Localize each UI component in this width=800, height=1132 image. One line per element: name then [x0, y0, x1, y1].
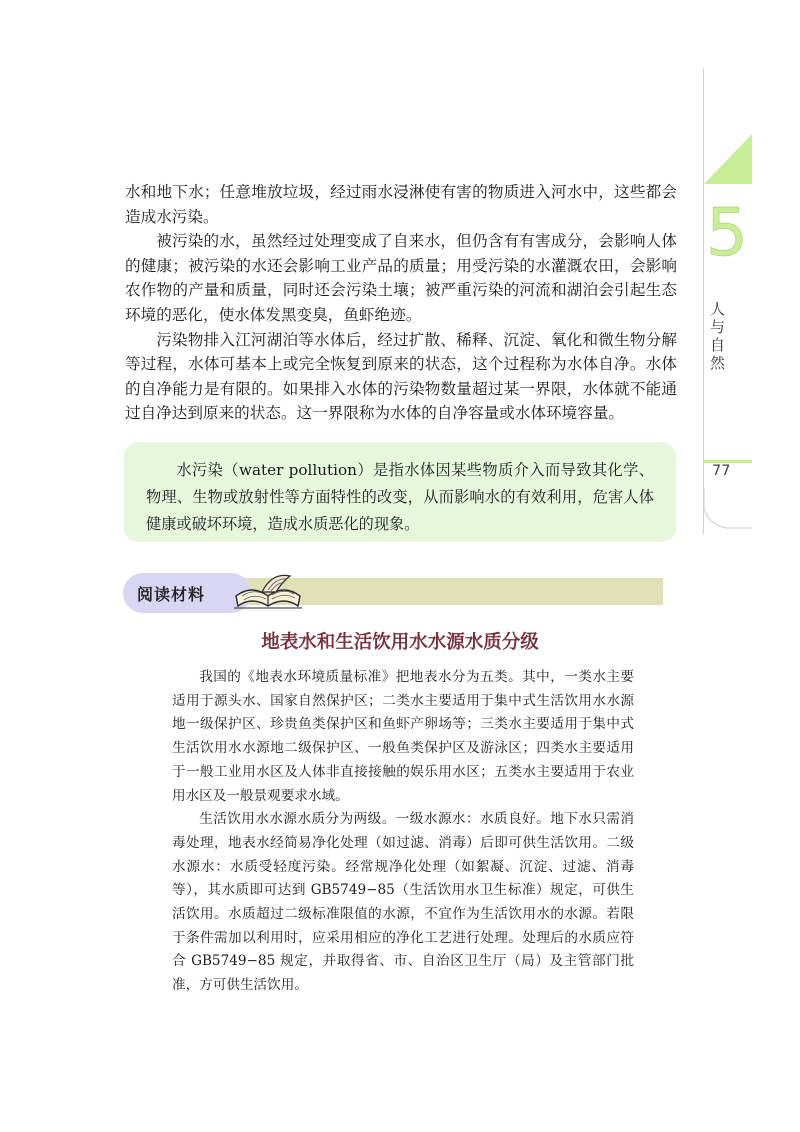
reading-text — [172, 666, 634, 998]
chapter-tab-triangle — [704, 134, 752, 184]
chapter-title: 人与自然 — [710, 300, 726, 372]
reading-paragraph-drinking-water: 生活饮用水水源水质分为两级。一级水源水：水质良好。地下水只需消毒处理，地表水经简易净化处理（如过滤、消毒）后即可供生活饮用。二级水源水：水质受轻度污染。经常规净化处理（如絮凝、沉淀、过滤、消毒等），其水质即可达到 GB5749−85（生活饮用水卫生标准）规定，可供生活饮用。水质超过二级标准限值的水源，不宜作为生活饮用水的水源。若限于条件需加以利用时，应采用相应的净化工艺进行处理。处理后的水质应符合 GB5749−85 规定，并取得省、市、自治区卫生厅（局）及主管部门批准，方可供生活饮用。 — [172, 811, 634, 994]
page-number: 77 — [712, 463, 731, 479]
paragraph-continuation: 水和地下水；任意堆放垃圾，经过雨水浸淋使有害的物质进入河水中，这些都会造成水污染。 — [125, 183, 677, 226]
reading-paragraph-surface-water: 我国的《地表水环境质量标准》把地表水分为五类。其中，一类水主要适用于源头水、国家自然保护区；二类水主要适用于集中式生活饮用水水源地一级保护区、珍贵鱼类保护区和鱼虾产卵场等；三类水主要适用于集中式生活饮用水水源地二级保护区、一般鱼类保护区及游泳区；四类水主要适用于一般工业用水区及人体非直接接触的娱乐用水区；五类水主要适用于农业用水区及一般景观要求水域。 — [172, 669, 634, 804]
page-corner-fold — [704, 488, 752, 536]
paragraph-health-effects: 被污染的水，虽然经过处理变成了自来水，但仍含有有害成分，会影响人体的健康；被污染的水还会影响工业产品的质量；用受污染的水灌溉农田，会影响农作物的产量和质量，同时还会污染土壤；被严重污染的河流和湖泊会引起生态环境的恶化，使水体发黑变臭，鱼虾绝迹。 — [125, 232, 677, 324]
definition-text: 水污染（water pollution）是指水体因某些物质介入而导致其化学、物理、生物或放射性等方面特性的改变，从而影响水的有效利用，危害人体健康或破坏环境，造成水质恶化的现象。 — [146, 461, 654, 533]
paragraph-self-purification: 污染物排入江河湖泊等水体后，经过扩散、稀释、沉淀、氧化和微生物分解等过程，水体可基本上或完全恢复到原来的状态，这个过程称为水体自净。水体的自净能力是有限的。如果排入水体的污染物数量超过某一界限，水体就不能通过自净达到原来的状态。这一界限称为水体的自净容量或水体环境容量。 — [125, 330, 677, 423]
reading-label: 阅读材料 — [137, 585, 206, 604]
definition-box — [124, 442, 676, 542]
chapter-number: 5 — [706, 194, 748, 271]
open-book-icon — [232, 566, 304, 614]
reading-title: 地表水和生活饮用水水源水质分级 — [261, 632, 539, 653]
main-text — [125, 180, 677, 426]
